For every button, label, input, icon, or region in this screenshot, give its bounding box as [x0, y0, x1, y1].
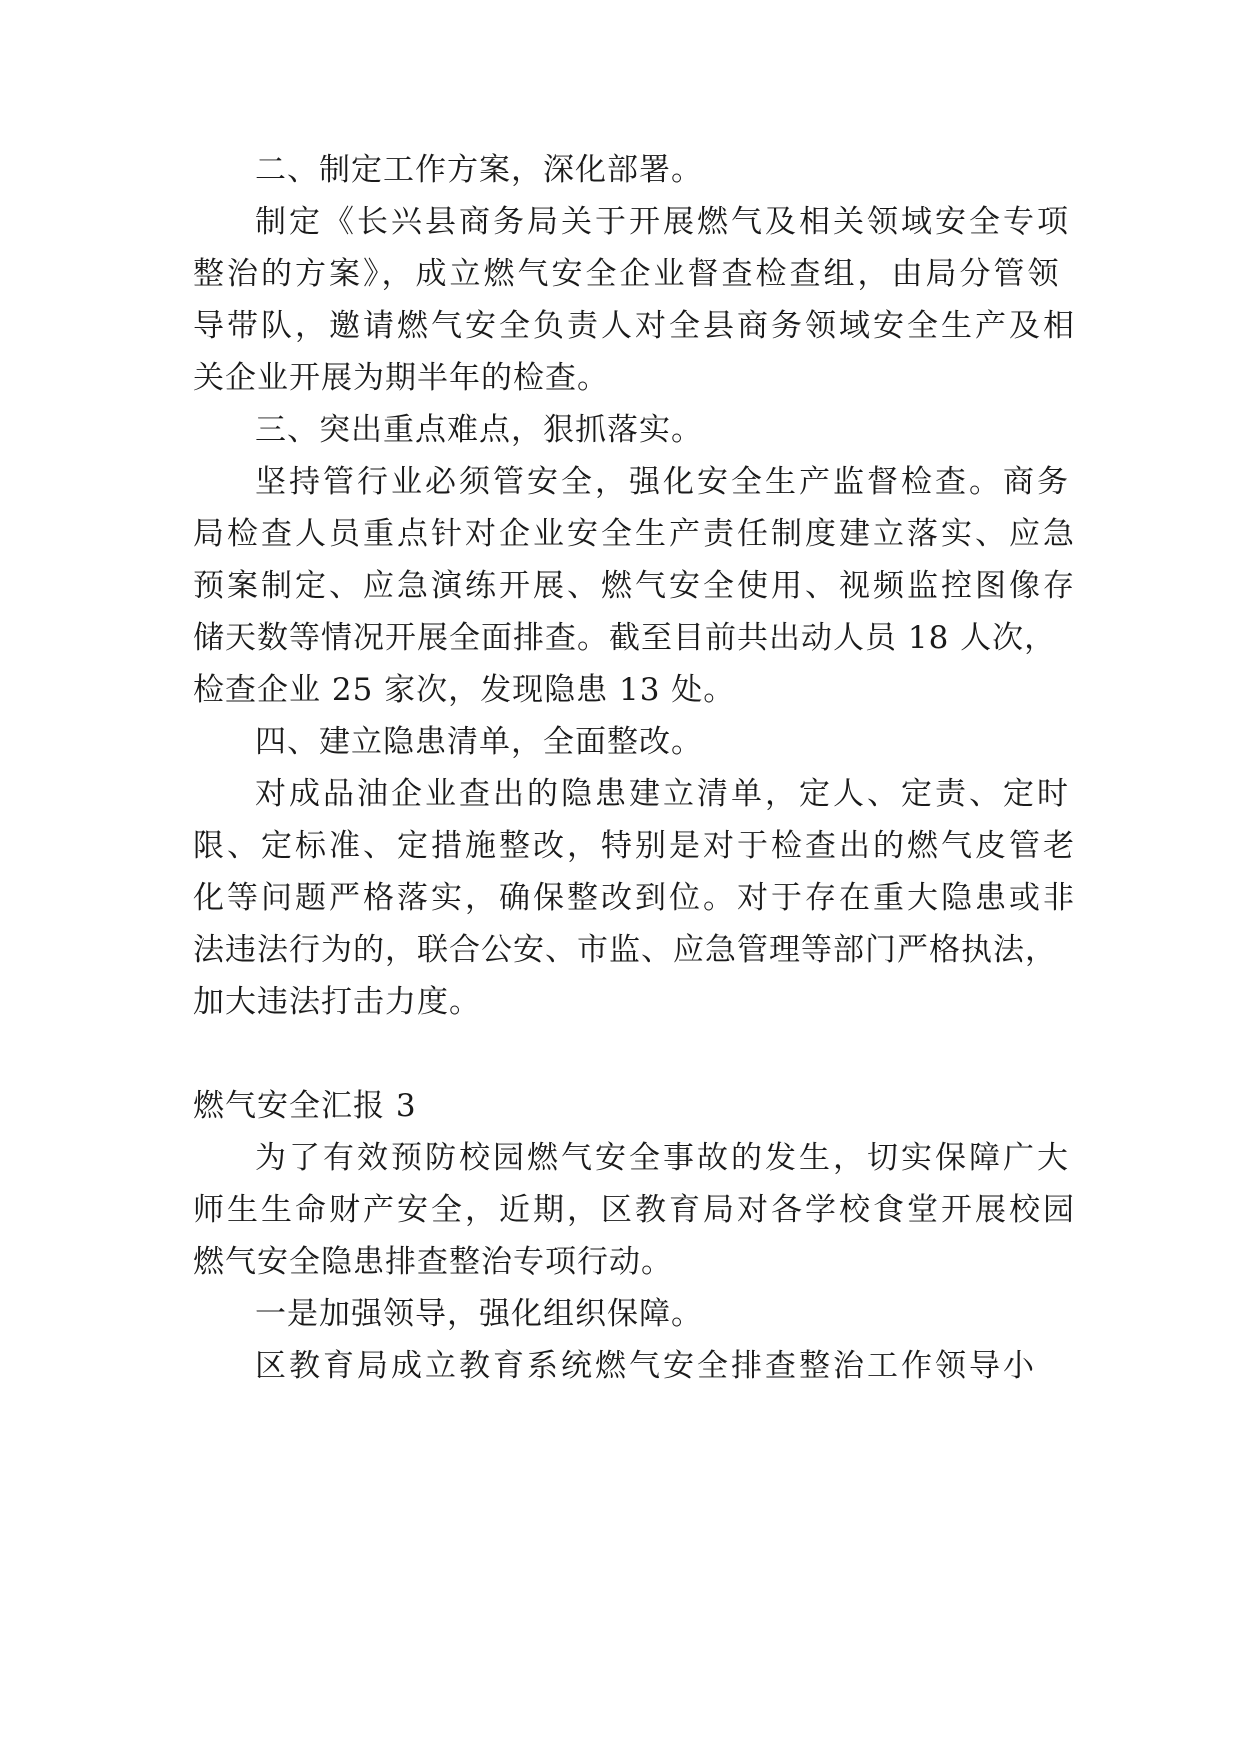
paragraph-line: 加大违法打击力度。: [193, 984, 481, 1020]
paragraph-line: 预案制定、应急演练开展、燃气安全使用、视频监控图像存: [193, 568, 1077, 604]
paragraph-line: 化等问题严格落实，确保整改到位。对于存在重大隐患或非: [193, 880, 1077, 916]
section-heading-1: 一是加强领导，强化组织保障。: [255, 1296, 703, 1332]
report-title: 燃气安全汇报 3: [193, 1088, 417, 1124]
section-heading-2: 二、制定工作方案，深化部署。: [255, 152, 703, 188]
paragraph-line: 制定《长兴县商务局关于开展燃气及相关领域安全专项: [255, 204, 1071, 240]
paragraph-line: 储天数等情况开展全面排查。截至目前共出动人员 18 人次，: [193, 620, 1057, 656]
section-heading-4: 四、建立隐患清单，全面整改。: [255, 724, 703, 760]
paragraph-line: 整治的方案》，成立燃气安全企业督查检查组，由局分管领: [193, 256, 1062, 292]
paragraph-line: 坚持管行业必须管安全，强化安全生产监督检查。商务: [255, 464, 1071, 500]
paragraph-line: 局检查人员重点针对企业安全生产责任制度建立落实、应急: [193, 516, 1077, 552]
paragraph-line: 关企业开展为期半年的检查。: [193, 360, 609, 396]
paragraph-line: 法违法行为的，联合公安、市监、应急管理等部门严格执法，: [193, 932, 1057, 968]
paragraph-line: 为了有效预防校园燃气安全事故的发生，切实保障广大: [255, 1140, 1071, 1176]
paragraph-line: 对成品油企业查出的隐患建立清单，定人、定责、定时: [255, 776, 1071, 812]
paragraph-line: 导带队，邀请燃气安全负责人对全县商务领域安全生产及相: [193, 308, 1077, 344]
section-heading-3: 三、突出重点难点，狠抓落实。: [255, 412, 703, 448]
paragraph-line: 燃气安全隐患排查整治专项行动。: [193, 1244, 673, 1280]
paragraph-line: 限、定标准、定措施整改，特别是对于检查出的燃气皮管老: [193, 828, 1077, 864]
paragraph-line: 师生生命财产安全，近期，区教育局对各学校食堂开展校园: [193, 1192, 1077, 1228]
paragraph-line: 区教育局成立教育系统燃气安全排查整治工作领导小: [255, 1348, 1037, 1384]
paragraph-line: 检查企业 25 家次，发现隐患 13 处。: [193, 672, 736, 708]
